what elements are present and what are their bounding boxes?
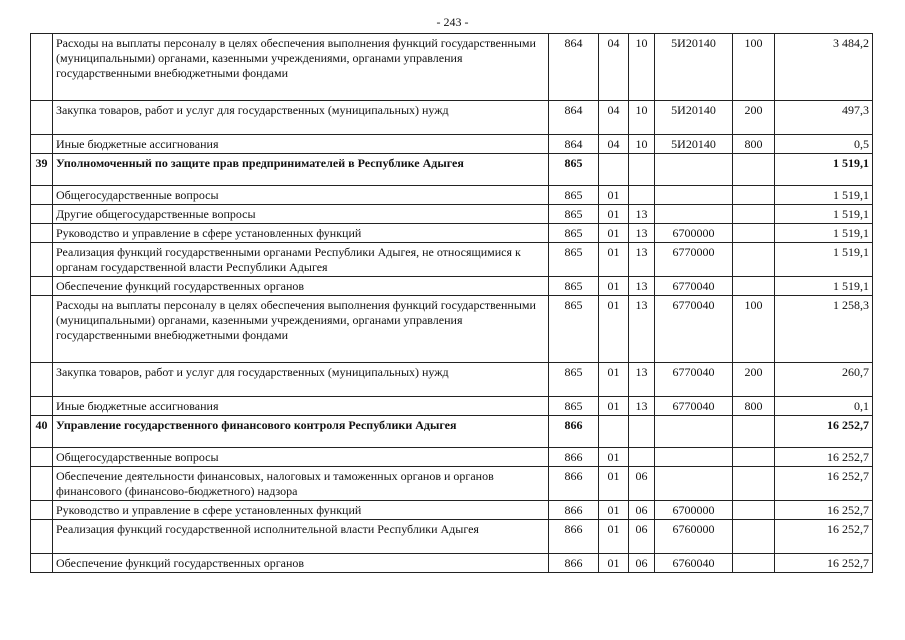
row-department-code: 866 bbox=[549, 467, 599, 501]
row-number bbox=[31, 277, 53, 296]
row-subsection: 13 bbox=[629, 363, 655, 397]
row-expense-type bbox=[733, 154, 775, 186]
table-row bbox=[31, 224, 873, 243]
row-subsection: 10 bbox=[629, 135, 655, 154]
row-expense-type bbox=[733, 224, 775, 243]
row-section: 01 bbox=[599, 554, 629, 573]
row-amount: 1 258,3 bbox=[775, 296, 873, 363]
row-section: 01 bbox=[599, 363, 629, 397]
row-target-article: 6770040 bbox=[655, 296, 733, 363]
row-target-article bbox=[655, 154, 733, 186]
row-amount: 16 252,7 bbox=[775, 448, 873, 467]
row-number bbox=[31, 205, 53, 224]
row-section: 01 bbox=[599, 397, 629, 416]
row-subsection bbox=[629, 416, 655, 448]
table-row bbox=[31, 34, 873, 101]
row-department-code: 865 bbox=[549, 363, 599, 397]
budget-table bbox=[30, 33, 873, 573]
row-amount: 0,5 bbox=[775, 135, 873, 154]
row-target-article: 5И20140 bbox=[655, 34, 733, 101]
row-number bbox=[31, 554, 53, 573]
row-expense-type bbox=[733, 416, 775, 448]
row-amount: 3 484,2 bbox=[775, 34, 873, 101]
row-expense-type bbox=[733, 186, 775, 205]
row-target-article: 6760040 bbox=[655, 554, 733, 573]
row-department-code: 866 bbox=[549, 501, 599, 520]
row-target-article: 6770000 bbox=[655, 243, 733, 277]
row-name: Реализация функций государственной исполнительной власти Республики Адыгея bbox=[53, 520, 549, 554]
row-expense-type: 200 bbox=[733, 101, 775, 135]
table-row bbox=[31, 363, 873, 397]
row-subsection: 06 bbox=[629, 501, 655, 520]
row-target-article: 6770040 bbox=[655, 397, 733, 416]
row-department-code: 864 bbox=[549, 101, 599, 135]
row-amount: 1 519,1 bbox=[775, 243, 873, 277]
row-number bbox=[31, 296, 53, 363]
row-name: Уполномоченный по защите прав предпринимателей в Республике Адыгея bbox=[53, 154, 549, 186]
row-section: 01 bbox=[599, 205, 629, 224]
row-amount: 16 252,7 bbox=[775, 416, 873, 448]
row-expense-type bbox=[733, 501, 775, 520]
table-row bbox=[31, 277, 873, 296]
row-number bbox=[31, 467, 53, 501]
row-subsection: 13 bbox=[629, 243, 655, 277]
row-department-code: 866 bbox=[549, 416, 599, 448]
row-amount: 16 252,7 bbox=[775, 554, 873, 573]
row-expense-type bbox=[733, 205, 775, 224]
row-target-article: 6760000 bbox=[655, 520, 733, 554]
table-body bbox=[31, 34, 873, 573]
row-amount: 1 519,1 bbox=[775, 224, 873, 243]
row-department-code: 865 bbox=[549, 296, 599, 363]
row-amount: 1 519,1 bbox=[775, 186, 873, 205]
row-name: Иные бюджетные ассигнования bbox=[53, 397, 549, 416]
row-subsection: 13 bbox=[629, 277, 655, 296]
row-department-code: 866 bbox=[549, 554, 599, 573]
row-amount: 16 252,7 bbox=[775, 467, 873, 501]
row-department-code: 866 bbox=[549, 520, 599, 554]
row-number bbox=[31, 243, 53, 277]
row-section: 01 bbox=[599, 243, 629, 277]
row-section: 04 bbox=[599, 135, 629, 154]
row-name: Иные бюджетные ассигнования bbox=[53, 135, 549, 154]
row-number bbox=[31, 224, 53, 243]
row-name: Расходы на выплаты персоналу в целях обеспечения выполнения функций государственными (муниципальными) органами, казенными учреждениями, органами управления государственными внебюджетными фондами bbox=[53, 296, 549, 363]
row-section: 04 bbox=[599, 101, 629, 135]
row-expense-type: 100 bbox=[733, 34, 775, 101]
row-expense-type bbox=[733, 243, 775, 277]
row-name: Закупка товаров, работ и услуг для государственных (муниципальных) нужд bbox=[53, 363, 549, 397]
row-section bbox=[599, 154, 629, 186]
row-section: 01 bbox=[599, 520, 629, 554]
table-row bbox=[31, 448, 873, 467]
row-department-code: 864 bbox=[549, 34, 599, 101]
row-section: 01 bbox=[599, 277, 629, 296]
row-expense-type bbox=[733, 554, 775, 573]
row-name: Обеспечение деятельности финансовых, налоговых и таможенных органов и органов финансового (финансово-бюджетного) надзора bbox=[53, 467, 549, 501]
row-number bbox=[31, 101, 53, 135]
row-subsection: 10 bbox=[629, 101, 655, 135]
row-target-article bbox=[655, 205, 733, 224]
row-name: Общегосударственные вопросы bbox=[53, 186, 549, 205]
row-expense-type: 100 bbox=[733, 296, 775, 363]
row-number bbox=[31, 363, 53, 397]
row-subsection: 13 bbox=[629, 296, 655, 363]
row-section: 01 bbox=[599, 448, 629, 467]
row-name: Расходы на выплаты персоналу в целях обеспечения выполнения функций государственными (муниципальными) органами, казенными учреждениями, органами управления государственными внебюджетными фондами bbox=[53, 34, 549, 101]
row-target-article: 6770040 bbox=[655, 363, 733, 397]
row-expense-type bbox=[733, 277, 775, 296]
row-target-article bbox=[655, 186, 733, 205]
row-subsection: 13 bbox=[629, 205, 655, 224]
row-department-code: 865 bbox=[549, 397, 599, 416]
row-number bbox=[31, 186, 53, 205]
row-number bbox=[31, 448, 53, 467]
table-row bbox=[31, 397, 873, 416]
table-row bbox=[31, 154, 873, 186]
row-section: 04 bbox=[599, 34, 629, 101]
row-name: Реализация функций государственными органами Республики Адыгея, не относящимися к органам государственной власти Республики Адыгея bbox=[53, 243, 549, 277]
row-section: 01 bbox=[599, 186, 629, 205]
row-department-code: 864 bbox=[549, 135, 599, 154]
row-subsection bbox=[629, 186, 655, 205]
row-amount: 260,7 bbox=[775, 363, 873, 397]
row-section: 01 bbox=[599, 224, 629, 243]
table-row bbox=[31, 554, 873, 573]
row-name: Другие общегосударственные вопросы bbox=[53, 205, 549, 224]
row-department-code: 865 bbox=[549, 243, 599, 277]
table-row bbox=[31, 205, 873, 224]
row-subsection: 13 bbox=[629, 224, 655, 243]
row-name: Управление государственного финансового контроля Республики Адыгея bbox=[53, 416, 549, 448]
row-name: Обеспечение функций государственных органов bbox=[53, 554, 549, 573]
row-target-article: 6700000 bbox=[655, 501, 733, 520]
row-amount: 1 519,1 bbox=[775, 277, 873, 296]
row-section: 01 bbox=[599, 501, 629, 520]
row-name: Закупка товаров, работ и услуг для государственных (муниципальных) нужд bbox=[53, 101, 549, 135]
row-number: 39 bbox=[31, 154, 53, 186]
row-amount: 16 252,7 bbox=[775, 501, 873, 520]
row-subsection bbox=[629, 154, 655, 186]
row-amount: 497,3 bbox=[775, 101, 873, 135]
row-department-code: 865 bbox=[549, 224, 599, 243]
row-target-article bbox=[655, 448, 733, 467]
row-subsection: 10 bbox=[629, 34, 655, 101]
row-subsection bbox=[629, 448, 655, 467]
table-row bbox=[31, 416, 873, 448]
row-name: Руководство и управление в сфере установленных функций bbox=[53, 224, 549, 243]
row-subsection: 06 bbox=[629, 520, 655, 554]
row-subsection: 06 bbox=[629, 467, 655, 501]
row-target-article: 5И20140 bbox=[655, 135, 733, 154]
row-expense-type: 800 bbox=[733, 397, 775, 416]
row-section: 01 bbox=[599, 467, 629, 501]
table-row bbox=[31, 501, 873, 520]
row-expense-type bbox=[733, 467, 775, 501]
row-expense-type bbox=[733, 448, 775, 467]
table-row bbox=[31, 296, 873, 363]
row-department-code: 865 bbox=[549, 277, 599, 296]
row-expense-type: 800 bbox=[733, 135, 775, 154]
row-number bbox=[31, 520, 53, 554]
row-department-code: 866 bbox=[549, 448, 599, 467]
row-subsection: 06 bbox=[629, 554, 655, 573]
row-expense-type: 200 bbox=[733, 363, 775, 397]
row-section: 01 bbox=[599, 296, 629, 363]
row-department-code: 865 bbox=[549, 186, 599, 205]
row-number bbox=[31, 34, 53, 101]
row-name: Общегосударственные вопросы bbox=[53, 448, 549, 467]
row-section bbox=[599, 416, 629, 448]
table-row bbox=[31, 467, 873, 501]
row-number bbox=[31, 501, 53, 520]
table-row bbox=[31, 520, 873, 554]
row-department-code: 865 bbox=[549, 205, 599, 224]
row-target-article: 6700000 bbox=[655, 224, 733, 243]
row-target-article: 5И20140 bbox=[655, 101, 733, 135]
row-amount: 0,1 bbox=[775, 397, 873, 416]
row-number bbox=[31, 135, 53, 154]
row-amount: 1 519,1 bbox=[775, 205, 873, 224]
table-row bbox=[31, 186, 873, 205]
row-amount: 1 519,1 bbox=[775, 154, 873, 186]
row-name: Обеспечение функций государственных органов bbox=[53, 277, 549, 296]
table-row bbox=[31, 135, 873, 154]
row-expense-type bbox=[733, 520, 775, 554]
table-row bbox=[31, 243, 873, 277]
row-amount: 16 252,7 bbox=[775, 520, 873, 554]
row-target-article: 6770040 bbox=[655, 277, 733, 296]
row-number: 40 bbox=[31, 416, 53, 448]
row-target-article bbox=[655, 467, 733, 501]
row-subsection: 13 bbox=[629, 397, 655, 416]
row-target-article bbox=[655, 416, 733, 448]
page-number: - 243 - bbox=[436, 15, 469, 29]
row-department-code: 865 bbox=[549, 154, 599, 186]
row-name: Руководство и управление в сфере установленных функций bbox=[53, 501, 549, 520]
row-number bbox=[31, 397, 53, 416]
table-row bbox=[31, 101, 873, 135]
